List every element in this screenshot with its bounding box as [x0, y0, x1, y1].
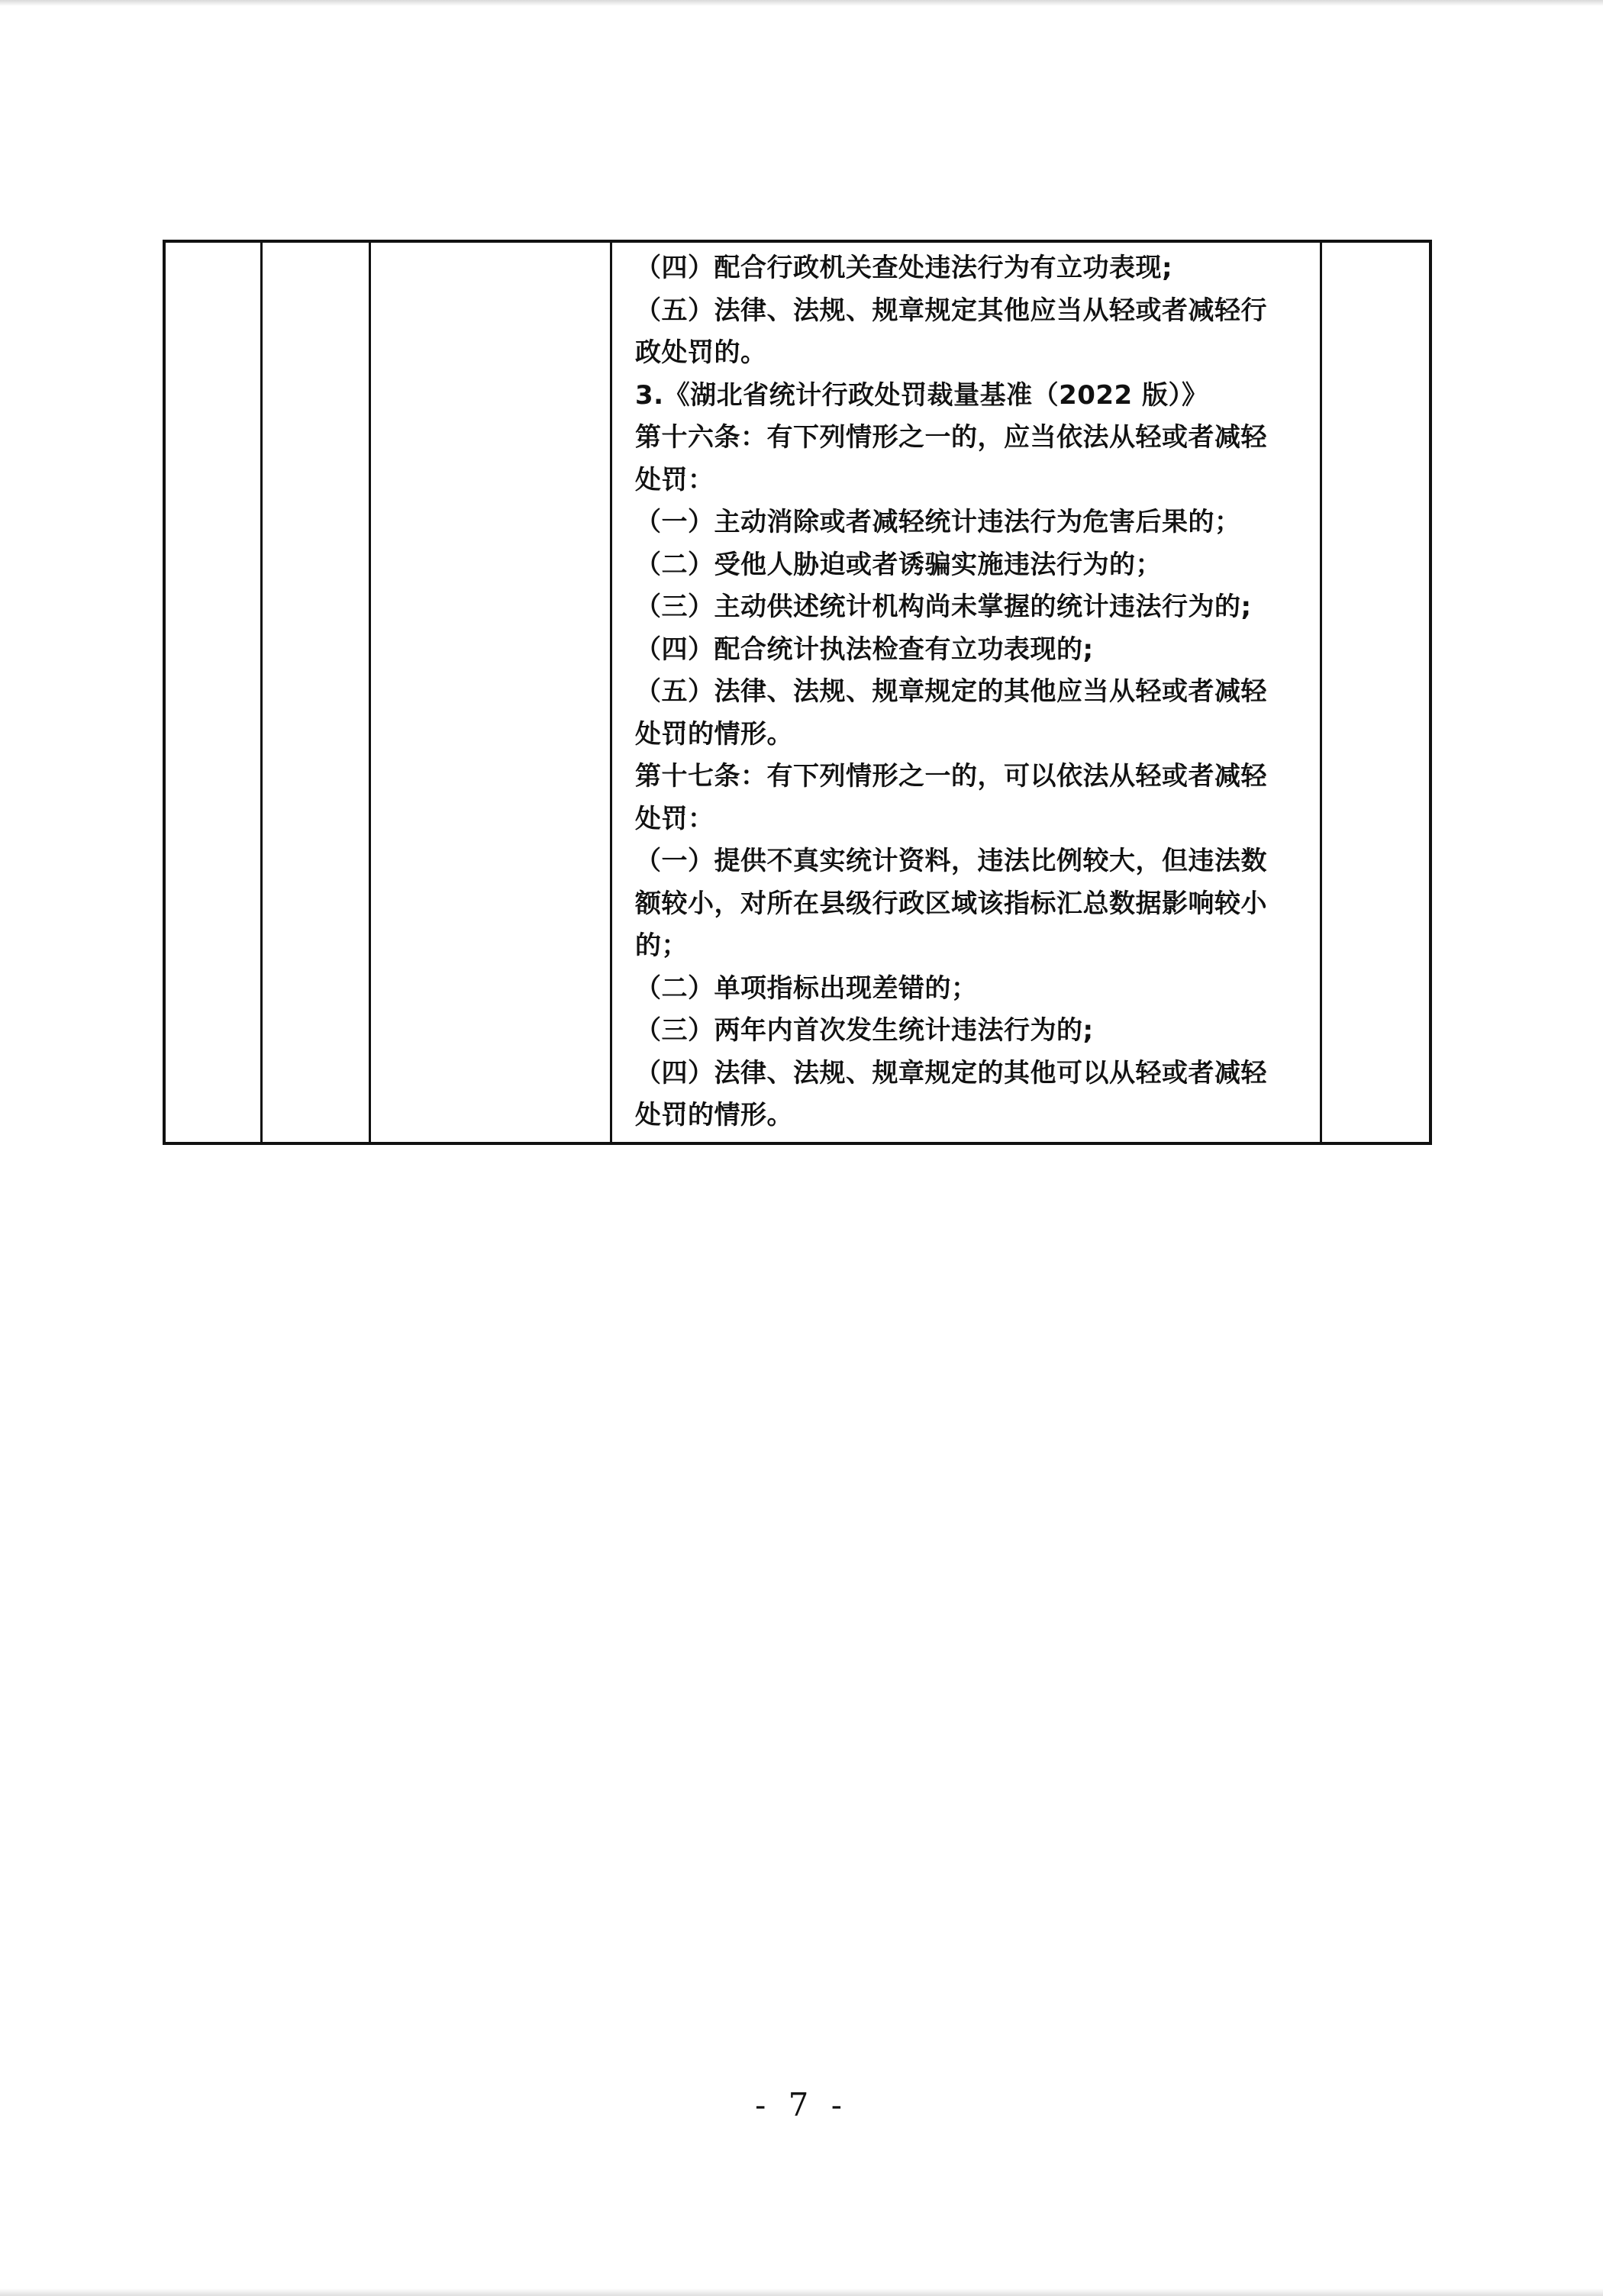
text-line: 处罚： — [635, 803, 714, 834]
page-number: - 7 - — [755, 2086, 848, 2123]
text-line: 第十六条：有下列情形之一的，应当依法从轻或者减轻 — [635, 422, 1267, 453]
text-line: 的； — [635, 930, 688, 961]
column-divider — [610, 243, 612, 1142]
text-line: 政处罚的。 — [635, 337, 767, 368]
text-line: 3.《湖北省统计行政处罚裁量基准（2022 版）》 — [635, 379, 1208, 411]
column-divider — [260, 243, 263, 1142]
text-line: （五）法律、法规、规章规定的其他应当从轻或者减轻 — [635, 676, 1267, 707]
document-table — [163, 240, 1432, 1145]
text-line: （一）主动消除或者减轻统计违法行为危害后果的； — [635, 507, 1241, 537]
text-line: （五）法律、法规、规章规定其他应当从轻或者减轻行 — [635, 295, 1267, 326]
text-line: 额较小，对所在县级行政区域该指标汇总数据影响较小 — [635, 888, 1267, 919]
legal-basis-cell — [626, 243, 1321, 1142]
text-line: 处罚的情形。 — [635, 718, 793, 750]
scan-bottom-edge — [0, 2288, 1603, 2296]
scan-top-edge — [0, 0, 1603, 6]
text-line: （二）单项指标出现差错的； — [635, 972, 978, 1004]
text-line: （四）配合统计执法检查有立功表现的; — [635, 634, 1094, 665]
text-line: （三）主动供述统计机构尚未掌握的统计违法行为的; — [635, 592, 1252, 622]
text-line: 处罚的情形。 — [635, 1100, 793, 1130]
text-line: （一）提供不真实统计资料，违法比例较大，但违法数 — [635, 846, 1267, 876]
text-line: （四）法律、法规、规章规定的其他可以从轻或者减轻 — [635, 1057, 1267, 1088]
text-line: （三）两年内首次发生统计违法行为的; — [635, 1015, 1094, 1046]
column-divider — [369, 243, 371, 1142]
text-line: （二）受他人胁迫或者诱骗实施违法行为的； — [635, 549, 1162, 580]
text-line: （四）配合行政机关查处违法行为有立功表现; — [635, 253, 1173, 283]
text-line: 处罚： — [635, 464, 714, 495]
text-line: 第十七条：有下列情形之一的，可以依法从轻或者减轻 — [635, 761, 1267, 792]
